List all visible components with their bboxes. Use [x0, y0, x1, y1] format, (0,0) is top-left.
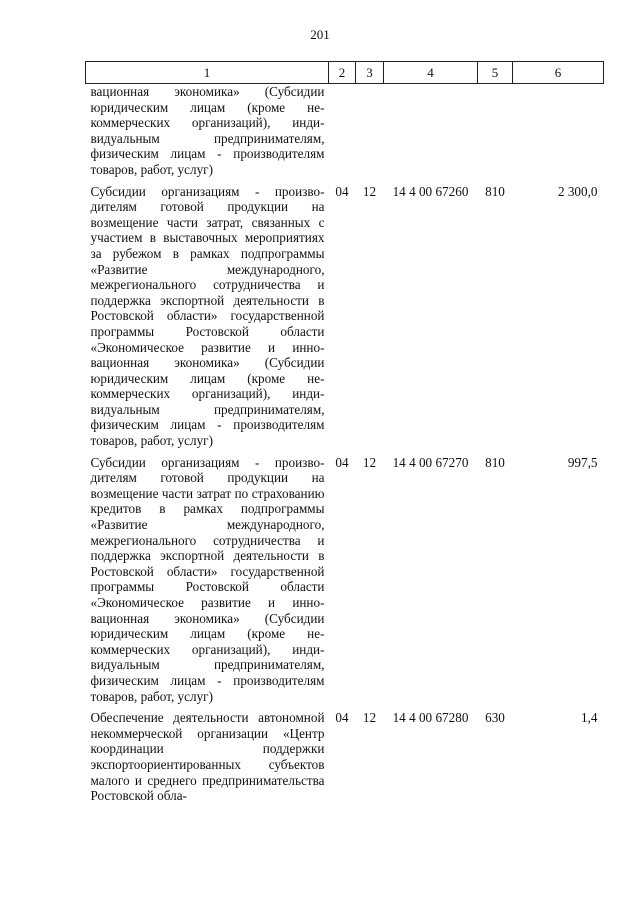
row-subsection: 12 — [362, 454, 377, 470]
header-col-4: 4 — [384, 62, 478, 84]
header-col-6: 6 — [513, 62, 604, 84]
table-row — [86, 449, 604, 705]
row-section: 04 — [335, 710, 349, 726]
budget-table — [85, 61, 604, 804]
row-section: 04 — [335, 454, 349, 470]
row-description: Субсидии организациям - производителям готовой продукции на возмещение части затрат, связанных с участием в выставочных мероприятиях за рубежом в рамках подпрограммы «Развитие международного, межрегионального сотрудничества и поддержка экспортной деятельности в Ростовской области» государственной программы Ростовской области «Экономическое развитие и инновационная экономика» (Субсидии юридическим лицам (кроме некоммерческих организаций), индивидуальным предпринимателям, физическим лицам - производителям товаров, работ, услуг) — [90, 183, 325, 449]
row-amount — [513, 84, 604, 178]
page-number: 201 — [310, 27, 330, 42]
row-expense-type: 810 — [485, 183, 505, 199]
row-subsection: 12 — [362, 710, 377, 726]
table-row — [86, 84, 604, 178]
row-target-code: 14 4 00 67280 — [392, 710, 469, 726]
row-section — [329, 84, 356, 178]
row-amount: 2 300,0 — [557, 183, 598, 199]
header-col-1: 1 — [86, 62, 329, 84]
row-section: 04 — [335, 183, 349, 199]
row-target-code: 14 4 00 67270 — [392, 454, 469, 470]
row-description: вационная экономика» (Субсидии юридическим лицам (кроме некоммерческих организаций), индивидуальным предпринимателям, физическим лицам - производителям товаров, работ, услуг) — [90, 84, 325, 177]
header-col-3: 3 — [356, 62, 384, 84]
row-amount: 1,4 — [581, 710, 598, 726]
header-row — [86, 62, 604, 84]
row-target-code — [384, 84, 478, 178]
row-subsection: 12 — [362, 183, 377, 199]
row-amount: 997,5 — [567, 454, 598, 470]
row-expense-type: 810 — [485, 454, 505, 470]
row-subsection — [356, 84, 384, 178]
header-col-5: 5 — [478, 62, 513, 84]
row-expense-type — [478, 84, 513, 178]
row-description: Субсидии организациям - производителям готовой продукции на возмещение части затрат по страхованию кредитов в рамках подпрограммы «Развитие международного, межрегионального сотрудничества и поддержка экспортной деятельности в Ростовской области» государственной программы Ростовской области «Экономическое развитие и инновационная экономика» (Субсидии юридическим лицам (кроме некоммерческих организаций), индивидуальным предпринимателям, физическим лицам - производителям товаров, работ, услуг) — [90, 454, 325, 704]
header-col-2: 2 — [329, 62, 356, 84]
row-description: Обеспечение деятельности автономной некоммерческой организации «Центр координации поддержки экспортоориентированных субъектов малого и среднего предпринимательства Ростовской обла- — [90, 710, 325, 804]
row-expense-type: 630 — [485, 710, 505, 726]
row-target-code: 14 4 00 67260 — [392, 183, 469, 199]
table-row — [86, 178, 604, 449]
table-row — [86, 704, 604, 804]
